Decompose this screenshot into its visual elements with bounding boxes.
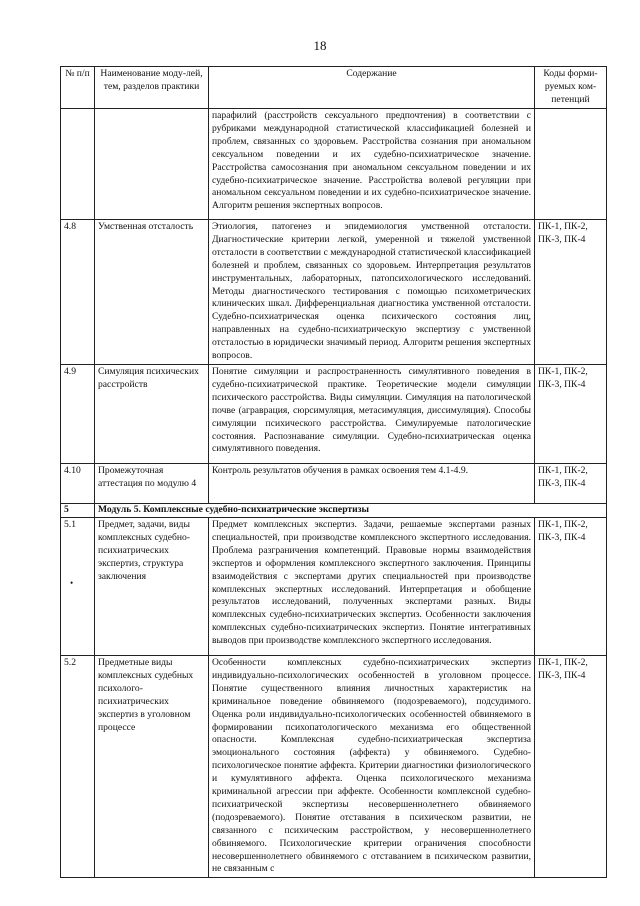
- scan-mark: •: [70, 578, 74, 588]
- curriculum-table: [60, 66, 607, 878]
- row-content: Контроль результатов обучения в рамках освоения тем 4.1-4.9.: [209, 463, 535, 503]
- table-row: [61, 220, 607, 365]
- row-num: 4.8: [61, 220, 95, 365]
- row-num: 5.1: [61, 517, 95, 655]
- row-content: Особенности комплексных судебно-психиатрических экспертиз индивидуально-психологических особенностей в уголовном процессе. Понятие существенного влияния личностных характеристик на криминальное поведение обвиняемого (подозреваемого), подсудимого. Оценка роли индивидуально-психологических особенностей обвиняемого в формировании психопатологического механизма его общественной опасности. Комплексная судебно-психиатрическая экспертиза эмоционального состояния (аффекта) у обвиняемого. Судебно-психологическое понятие аффекта. Критерии диагностики физиологического и кумулятивного аффекта. Оценка психологического механизма криминальной агрессии при аффекте. Особенности комплексной судебно-психиатрической экспертизы несовершеннолетнего обвиняемого (подозреваемого). Понятие отставания в психическом развитии, не связанного с психическим расстройством, у несовершеннолетнего обвиняемого. Психологические критерии ограничения способности несовершеннолетнего обвиняемого с отставанием в психическом развитии, не связанным с: [209, 655, 535, 877]
- module-num: 5: [61, 503, 95, 517]
- row-codes: ПК-1, ПК-2, ПК-3, ПК-4: [535, 220, 607, 365]
- table-row: [61, 364, 607, 463]
- table-header-row: [61, 67, 607, 109]
- row-num: 4.9: [61, 364, 95, 463]
- row-content: Предмет комплексных экспертиз. Задачи, решаемые экспертами разных специальностей, при производстве комплексного экспертного исследования. Проблема разграничения компетенций. Правовые нормы взаимодействия экспертов и оформления комплексного экспертного заключения. Принципы взаимодействия с экспертами других специальностей при производстве комплексных экспертных исследований. Интерпретация и обобщение результатов исследований, полученных экспертами разных. Виды комплексных судебно-психиатрических экспертиз. Особенности заключения комплексных судебно-психиатрических экспертиз. Понятие интегративных выводов при производстве комплексного экспертного исследования.: [209, 517, 535, 655]
- page-number: 18: [313, 38, 327, 53]
- row-num: [61, 109, 95, 220]
- row-num: 4.10: [61, 463, 95, 503]
- row-name: Промежуточная аттестация по модулю 4: [95, 463, 209, 503]
- row-codes: [535, 109, 607, 220]
- header-content: Содержание: [209, 67, 535, 109]
- row-content: Понятие симуляции и распространенность симулятивного поведения в судебно-психиатрической практике. Теоретические модели симуляции психического расстройства. Виды симуляции. Симуляция на патологической почве (аграврация, сюрсимуляция, метасимуляция, диссимуляция). Способы симуляции психического расстройства. Симулируемые патологические состояния. Распознавание симуляции. Судебно-психиатрическая оценка симулятивного поведения.: [209, 364, 535, 463]
- row-name: [95, 109, 209, 220]
- header-codes: Коды форми-руемых ком-петенций: [535, 67, 607, 109]
- row-content: Этиология, патогенез и эпидемиология умственной отсталости. Диагностические критерии легкой, умеренной и тяжелой умственной отсталости в соответствии с международной статистической классификацией болезней и проблем, связанных со здоровьем. Интерпретация результатов инструментальных, лабораторных, патопсихологического исследований. Методы диагностического тестирования с помощью психометрических клинических шкал. Дифференциальная диагностика умственной отсталости. Судебно-психиатрическая оценка психического состояния лиц, направленных на судебно-психиатрическую экспертизу с умственной отсталостью в юридически значимый период. Алгоритм решения экспертных вопросов.: [209, 220, 535, 365]
- module-row: [61, 503, 607, 517]
- header-num: № п/п: [61, 67, 95, 109]
- module-title: Модуль 5. Комплексные судебно-психиатрические экспертизы: [95, 503, 607, 517]
- row-content: парафилий (расстройств сексуального предпочтения) в соответствии с рубриками международной статистической классификацией болезней и проблем, связанных со здоровьем. Расстройства сознания при аномальном сексуальном поведении и их судебно-психиатрическое значение. Расстройства самосознания при аномальном сексуальном поведении и их судебно-психиатрическое значение. Расстройства волевой регуляции при аномальном сексуальном поведении и их судебно-психиатрическое значение. Алгоритм решения экспертных вопросов.: [209, 109, 535, 220]
- table-row: [61, 463, 607, 503]
- row-name: Предмет, задачи, виды комплексных судебно-психиатрических экспертиз, структура заключения: [95, 517, 209, 655]
- row-name: Умственная отсталость: [95, 220, 209, 365]
- row-codes: ПК-1, ПК-2, ПК-3, ПК-4: [535, 364, 607, 463]
- header-module-name: Наименование моду-лей, тем, разделов практики: [95, 67, 209, 109]
- row-name: Симуляция психических расстройств: [95, 364, 209, 463]
- row-codes: ПК-1, ПК-2, ПК-3, ПК-4: [535, 517, 607, 655]
- table-row: [61, 655, 607, 877]
- row-codes: ПК-1, ПК-2, ПК-3, ПК-4: [535, 463, 607, 503]
- table-row: [61, 109, 607, 220]
- table-row: [61, 517, 607, 655]
- row-name: Предметные виды комплексных судебных психолого-психиатрических экспертиз в уголовном процессе: [95, 655, 209, 877]
- row-codes: ПК-1, ПК-2, ПК-3, ПК-4: [535, 655, 607, 877]
- row-num: 5.2: [61, 655, 95, 877]
